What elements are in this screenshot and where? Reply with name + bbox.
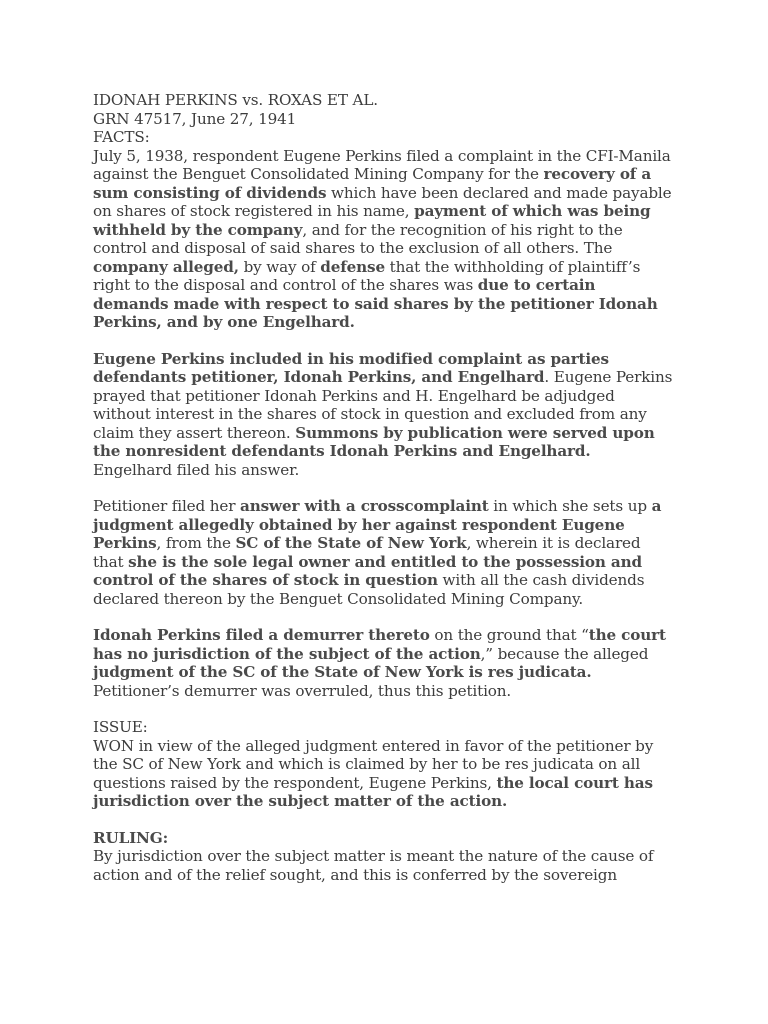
facts-heading-text: FACTS: bbox=[93, 128, 150, 146]
text-run: in which she sets up bbox=[488, 497, 652, 515]
bold-text-run: Eugene Perkins included in his modified complaint as parties defendants petitioner, Idonah Perkins, and Engelhard bbox=[93, 349, 609, 386]
facts-paragraph-4 bbox=[93, 626, 673, 700]
text-run: WON in view of the alleged judgment entered in favor of the petitioner by the SC of New York and which is claimed by her to be res judicata on all questions raised by the respondent, Eugene Perkins, bbox=[93, 736, 654, 792]
document-body bbox=[93, 91, 673, 884]
bold-text-run: payment of which was being withheld by the company bbox=[93, 202, 651, 239]
bold-text-run: Summons by publication were served upon the nonresident defendants Idonah Perkins and Engelhard. bbox=[93, 423, 655, 460]
text-run: Petitioner’s demurrer was overruled, thus this petition. bbox=[93, 681, 512, 700]
bold-text-run: due to certain demands made with respect to said shares by the petitioner Idonah Perkins, and by one Engelhard. bbox=[93, 276, 658, 331]
case-number bbox=[93, 110, 673, 129]
text-run: By jurisdiction over the subject matter is meant the nature of the cause of action and of the relief sought, and this is conferred by the sovereign bbox=[93, 847, 654, 884]
text-run: that the withholding of plaintiff’s right to the disposal and control of the shares was bbox=[93, 257, 641, 294]
text-run: , from the bbox=[156, 534, 236, 552]
facts-paragraph-1 bbox=[93, 147, 673, 332]
issue-paragraph-1 bbox=[93, 737, 673, 811]
text-run: July 5, 1938, respondent Eugene Perkins filed a complaint in the CFI-Manila against the Benguet Consolidated Mining Company for the bbox=[93, 146, 671, 183]
bold-text-run: defense bbox=[320, 257, 385, 276]
text-run: ,” because the alleged bbox=[480, 644, 649, 663]
text-run: , and for the recognition of his right to the control and disposal of said shares to the exclusion of all others. The bbox=[93, 220, 623, 257]
bold-text-run: judgment of the SC of the State of New York is res judicata. bbox=[93, 663, 592, 681]
ruling-paragraph-1 bbox=[93, 847, 673, 884]
case-title-text: IDONAH PERKINS vs. ROXAS ET AL. bbox=[93, 91, 378, 109]
facts-paragraph-3 bbox=[93, 497, 673, 608]
bold-text-run: company alleged, bbox=[93, 257, 239, 276]
ruling-heading bbox=[93, 829, 673, 848]
facts-heading bbox=[93, 128, 673, 147]
bold-text-run: a judgment allegedly obtained by her against respondent Eugene Perkins bbox=[93, 497, 662, 552]
bold-text-run: recovery of a sum consisting of dividends bbox=[93, 165, 652, 202]
bold-text-run: the court has no jurisdiction of the subject of the action bbox=[93, 626, 666, 663]
case-title bbox=[93, 91, 673, 110]
text-run: on the ground that “ bbox=[429, 626, 589, 644]
bold-text-run: the local court has jurisdiction over the subject matter of the action. bbox=[93, 773, 653, 810]
text-run: by way of bbox=[238, 257, 321, 276]
text-run: Engelhard filed his answer. bbox=[93, 460, 300, 479]
bold-text-run: Idonah Perkins filed a demurrer thereto bbox=[93, 626, 430, 644]
bold-text-run: SC of the State of New York bbox=[235, 534, 467, 552]
text-run: which have been declared and made payable on shares of stock registered in his name, bbox=[93, 183, 672, 220]
case-number-text: GRN 47517, June 27, 1941 bbox=[93, 109, 297, 128]
text-run: , wherein it is declared that bbox=[93, 534, 641, 571]
text-run: . Eugene Perkins prayed that petitioner Idonah Perkins and H. Engelhard be adjudged without interest in the shares of stock in question and excluded from any claim they assert thereon. bbox=[93, 368, 673, 442]
ruling-heading-text: RULING: bbox=[93, 828, 169, 847]
issue-heading-text: ISSUE: bbox=[93, 718, 148, 736]
bold-text-run: answer with a crosscomplaint bbox=[240, 497, 489, 515]
issue-heading bbox=[93, 718, 673, 737]
text-run: Petitioner filed her bbox=[93, 497, 241, 515]
facts-paragraph-2 bbox=[93, 350, 673, 480]
text-run: with all the cash dividends declared thereon by the Benguet Consolidated Mining Company. bbox=[93, 571, 645, 608]
bold-text-run: she is the sole legal owner and entitled to the possession and control of the shares of stock in question bbox=[93, 552, 642, 589]
